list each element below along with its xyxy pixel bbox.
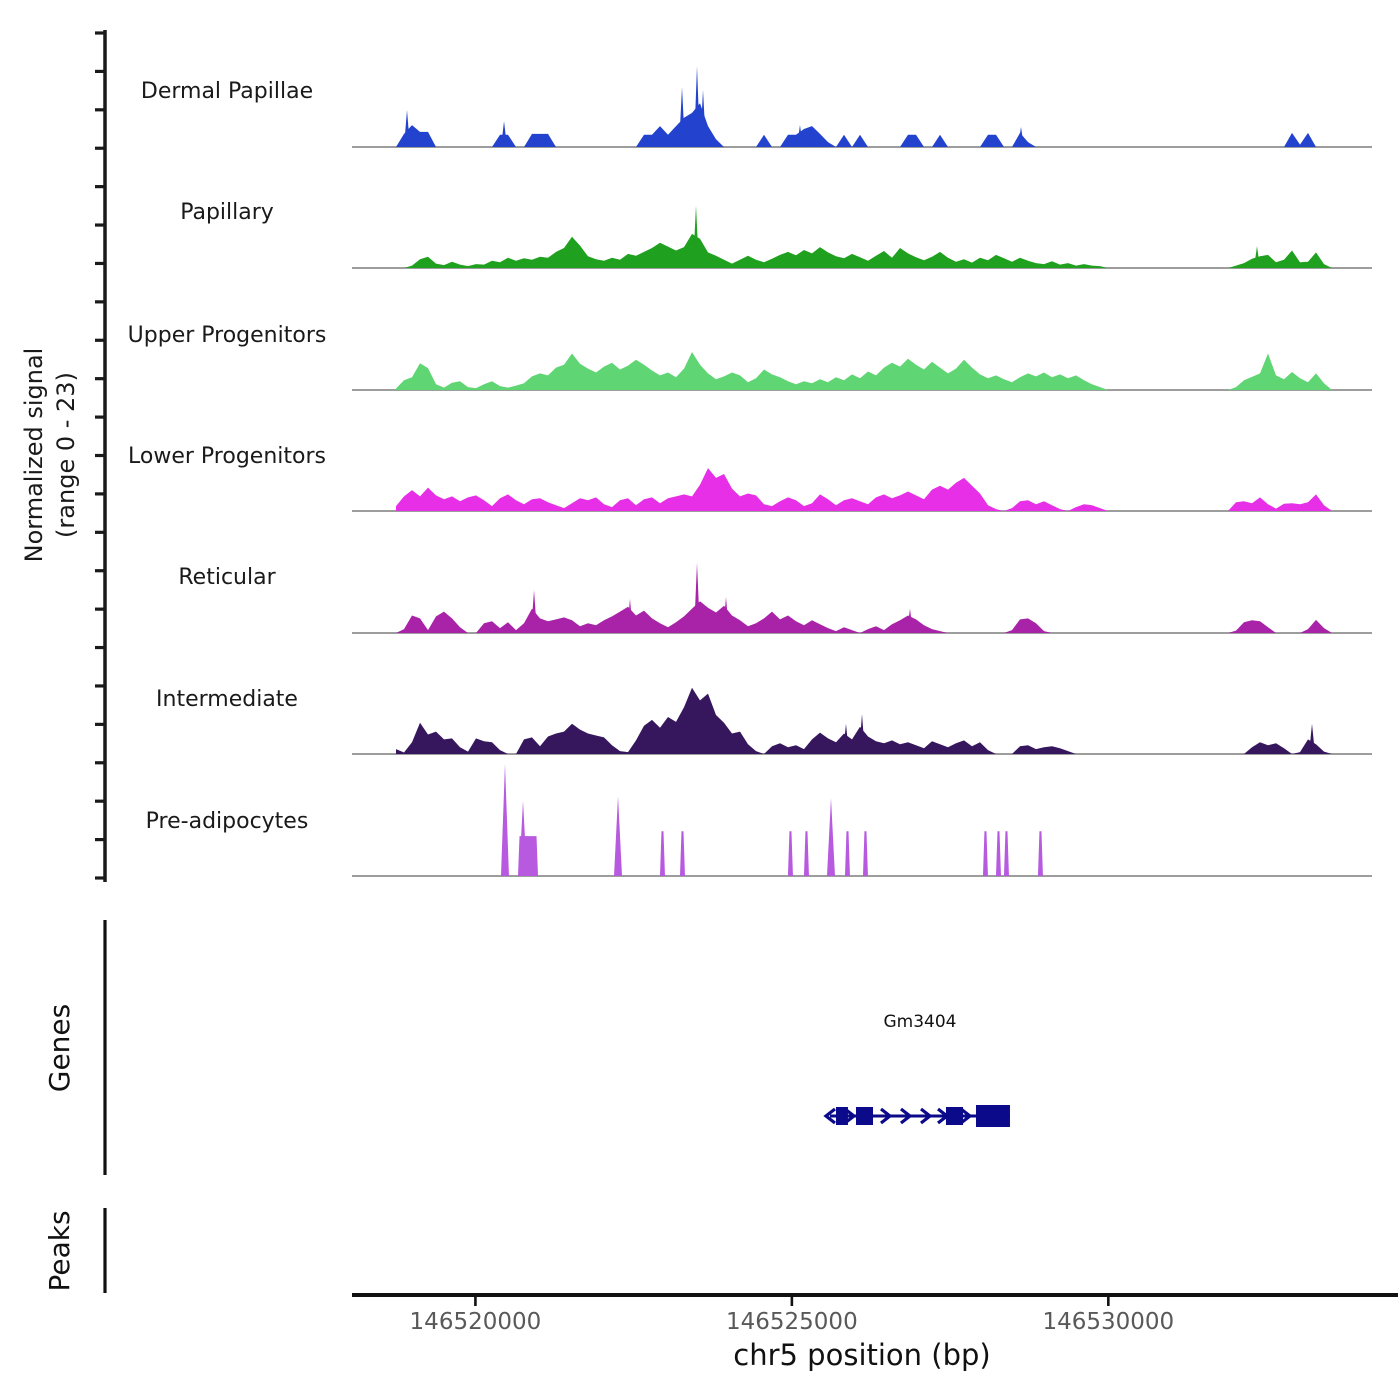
signal-bar-pre-adipocytes: [1004, 831, 1009, 876]
signal-bar-pre-adipocytes: [845, 831, 850, 876]
x-axis-tick-label: 146525000: [726, 1309, 858, 1335]
track-label-lower-progenitors: Lower Progenitors: [128, 444, 326, 469]
gene-name-label: Gm3404: [883, 1012, 957, 1032]
signal-spike-pre-adipocytes: [827, 798, 835, 876]
y-axis-label-line2: (range 0 - 23): [52, 372, 80, 538]
signal-spike-dermal-papillae: [679, 87, 685, 147]
signal-area-intermediate: [396, 688, 1372, 754]
signal-spike-pre-adipocytes: [501, 764, 509, 876]
signal-bar-pre-adipocytes: [863, 831, 868, 876]
signal-bar-pre-adipocytes: [680, 831, 685, 876]
signal-spike-intermediate: [1309, 724, 1315, 754]
x-axis-tick-label: 146530000: [1042, 1309, 1175, 1335]
track-label-intermediate: Intermediate: [156, 687, 298, 712]
signal-area-dermal-papillae: [396, 103, 1372, 147]
signal-area-reticular: [396, 601, 1372, 633]
genes-section-label: Genes: [43, 1003, 76, 1093]
signal-bar-pre-adipocytes: [996, 831, 1001, 876]
signal-area-lower-progenitors: [396, 468, 1372, 511]
track-label-pre-adipocytes: Pre-adipocytes: [145, 809, 309, 834]
peaks-section-label: Peaks: [43, 1210, 76, 1292]
signal-bar-pre-adipocytes: [804, 831, 809, 876]
signal-spike-reticular: [694, 563, 700, 633]
gene-exon: [856, 1107, 873, 1125]
y-axis-label: [18, 245, 82, 665]
track-label-papillary: Papillary: [180, 200, 274, 225]
signal-bar-pre-adipocytes: [660, 831, 665, 876]
signal-bar-pre-adipocytes: [1038, 831, 1043, 876]
signal-spike-dermal-papillae: [501, 121, 507, 147]
signal-spike-pre-adipocytes: [614, 796, 622, 876]
y-axis-label-line1: Normalized signal: [20, 347, 48, 563]
signal-area-papillary: [396, 234, 1372, 268]
x-axis-title: chr5 position (bp): [733, 1338, 991, 1372]
signal-area-upper-progenitors: [396, 352, 1372, 390]
track-label-upper-progenitors: Upper Progenitors: [127, 323, 327, 348]
signal-bar-pre-adipocytes: [788, 831, 793, 876]
x-axis-tick-label: 146520000: [409, 1309, 542, 1335]
track-label-dermal-papillae: Dermal Papillae: [140, 79, 314, 104]
track-label-reticular: Reticular: [178, 565, 276, 590]
signal-bar-pre-adipocytes: [983, 831, 988, 876]
gene-cds-box: [976, 1105, 1010, 1127]
